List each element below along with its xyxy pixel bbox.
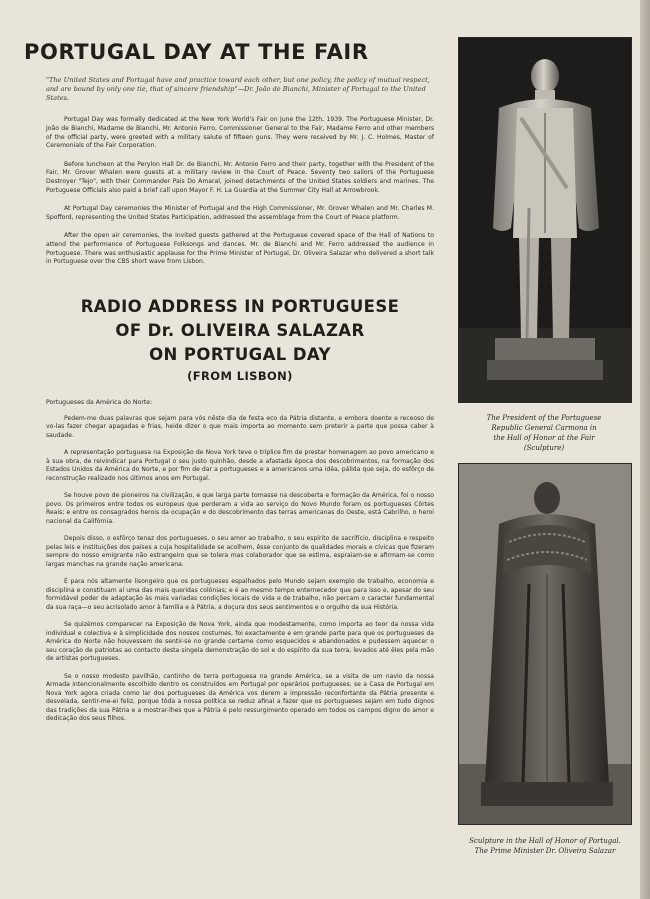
caption-line: The Prime Minister Dr. Oliveira Salazar: [474, 847, 616, 855]
address-greeting: Portugueses da América do Norte:: [46, 398, 153, 406]
caption-line: Republic General Carmona in: [491, 424, 597, 432]
page-edge: [640, 0, 650, 899]
address-paragraph: Se o nosso modesto pavilhão, cantinho de terra portuguesa na grande América, se a visita de um navio da nossa Armada intencionalmente escolhido dentro os construídos em Portugal por operários portugueses, se a Casa de Portugal em Nova York agora criada como lar dos portugueses da América vos derem a impressão reconfortante da Pátria presente e desvelada, sentir-me-ei feliz, porque tôda a nossa política se reduz afinal a fazer que os portugueses sejam em tudo dignos das tradições da sua Pátria e a mostrar-lhes que a Pátria é pelo ressurgimento operado em todos os campos digno do amor e dedicação dos seus filhos.: [46, 672, 434, 723]
address-paragraph: Se quizémos comparecer na Exposição de Nova York, ainda que modestamente, como importa ao teor da nossa vida individual e colectiva e à simplicidade dos nossos costumes, foi exactamente e em grande parte para que os portugueses da América do Norte não houvessem de sentir-se no grande certame como esquecidos e abandonados e pudessem aquecer o seu coração de patriotas ao contacto desta singela demonstração do sol e do espírito da sua terra, levados até êles pela mão de artistas portugueses.: [46, 621, 434, 663]
address-paragraph: Se houve povo de pioneiros na civilização, e que larga parte tomasse na descoberta e formação da América, foi o nosso povo. Os primeiros entre todos os europeus que perderam a vida ao serviço do Novo Mundo foram os portugueses Côrtes Reais; e entre os consagrados herois da ocupação e do descobrimento das terras americanas do Oeste, está Cabrilho, o heroi nacional da Califórnia.: [46, 492, 434, 525]
address-subtitle: (FROM LISBON): [187, 368, 293, 383]
address-title: [24, 295, 456, 367]
caption-line: Sculpture in the Hall of Honor of Portugal.: [469, 837, 621, 845]
salazar-sculpture-photo: [458, 463, 632, 825]
carmona-statue-illustration: [459, 38, 631, 402]
address-paragraph: A representação portuguesa na Exposição de Nova York teve o tríplice fim de prestar homenagem ao povo americano e à sua obra, de reivindicar para Portugal o seu justo quinhão, desde a afastada época dos descobrimentos, na formação dos Estados Unidos da América do Norte, e por fim de dar a portugueses e a americanos uma idéa, pálida que seja, do esfôrço de reconstrução realizado nos últimos anos em Portugal.: [46, 449, 434, 482]
article-title: PORTUGAL DAY AT THE FAIR: [24, 40, 369, 64]
caption-line: The President of the Portuguese: [486, 414, 602, 422]
carmona-statue-photo: [458, 37, 632, 403]
address-paragraph: É para nós altamente lisongeiro que os portugueses espalhados pelo Mundo sejam exemplo de trabalho, economia e disciplina e constituam aí uma das mais queridas colónias; e é ao mesmo tempo enternecedor que para isso e, apesar do seu formidável poder de adaptação às mais variadas condições locais de vida e de trabalho, não percam o caracter fundamental da sua raça—o seu acrisolado amor à família e à Pátria, a doçura dos seus sentimentos e o orgulho da sua História.: [46, 578, 434, 611]
salazar-caption: [455, 836, 635, 856]
article-paragraph: Before luncheon at the Perylon Hall Dr. de Bianchi, Mr. Antonio Ferro and their party, together with the President of the Fair, Mr. Grover Whalen were guests at a military review in the Court of Peace. Seventy two sailors of the Portuguese Destroyer "Tejo", with their Commander Pais Do Amaral, joined detachments of the United States soldiers and marines. The Portuguese Officials also paid a brief call upon Mayor F. H. La Guardia at the Summer City Hall at Arrowbrook.: [46, 160, 434, 194]
article-quote: "The United States and Portugal have and practice toward each other, but one policy, the policy of mutual respect, and are bound by only one tie, that of sincere friendship"—Dr. João de Bianchi, Minister of Portugal to the United States.: [46, 76, 430, 102]
address-title-line: RADIO ADDRESS IN PORTUGUESE: [80, 296, 400, 316]
caption-line: the Hall of Honor at the Fair: [493, 434, 595, 442]
article-paragraph: At Portugal Day ceremonies the Minister of Portugal and the High Commissioner, Mr. Grover Whalen and Mr. Charles M. Spofford, representing the United States Participation, addressed the assemblage from the Court of Peace platform.: [46, 205, 434, 221]
address-paragraph: Depois disso, o esfôrço tenaz dos portugueses, o seu amor ao trabalho, o seu espírito de sacrifício, disciplina e respeito pelas leis e instituições dos países a cuja hospitalidade se acolhem, êsse conjunto de qualidades morais e cívicas que fizeram sempre do nosso emigrante não estrangeiro que se tolera mas colaborador que se estima, espraiam-se e afirmam-se como largas manchas na grande nação americana.: [46, 535, 434, 568]
caption-line: (Sculpture): [523, 444, 565, 452]
address-title-line: OF Dr. OLIVEIRA SALAZAR: [115, 320, 365, 340]
article-column: [24, 40, 434, 724]
carmona-caption: [460, 413, 628, 453]
address-paragraph: Pedem-me duas palavras que sejam para vós nêste dia de festa eco da Pátria distante, e embora doente e receoso de vo-las fazer chegar apagadas e frias, heide dizer o que mais importa ao momento sem preterir a parte que possa caber à saudade.: [46, 414, 434, 439]
article-paragraph: Portugal Day was formally dedicated at the New York World's Fair on June the 12th, 1939. The Portuguese Minister, Dr. João de Bianchi, Madame de Bianchi, Mr. Antonio Ferro, Commissioner General to the Fair, Madame Ferro and other members of the official party, were greeted with a military salute of fifteen guns. They were received by Mr. J. C. Holmes, Master of Ceremonials of the Fair Corporation.: [46, 116, 434, 150]
article-paragraph: After the open air ceremonies, the invited guests gathered at the Portuguese covered space of the Hall of Nations to attend the performance of Portuguese Folksongs and dances. Mr. de Bianchi and Mr. Ferro addressed the audience in Portuguese. There was enthusiastic applause for the Prime Minister of Portugal, Dr. Oliveira Salazar who delivered a short talk in Portuguese over the CBS short wave from Lisbon.: [46, 232, 434, 266]
address-title-line: ON PORTUGAL DAY: [149, 344, 331, 364]
salazar-sculpture-illustration: [459, 464, 631, 824]
